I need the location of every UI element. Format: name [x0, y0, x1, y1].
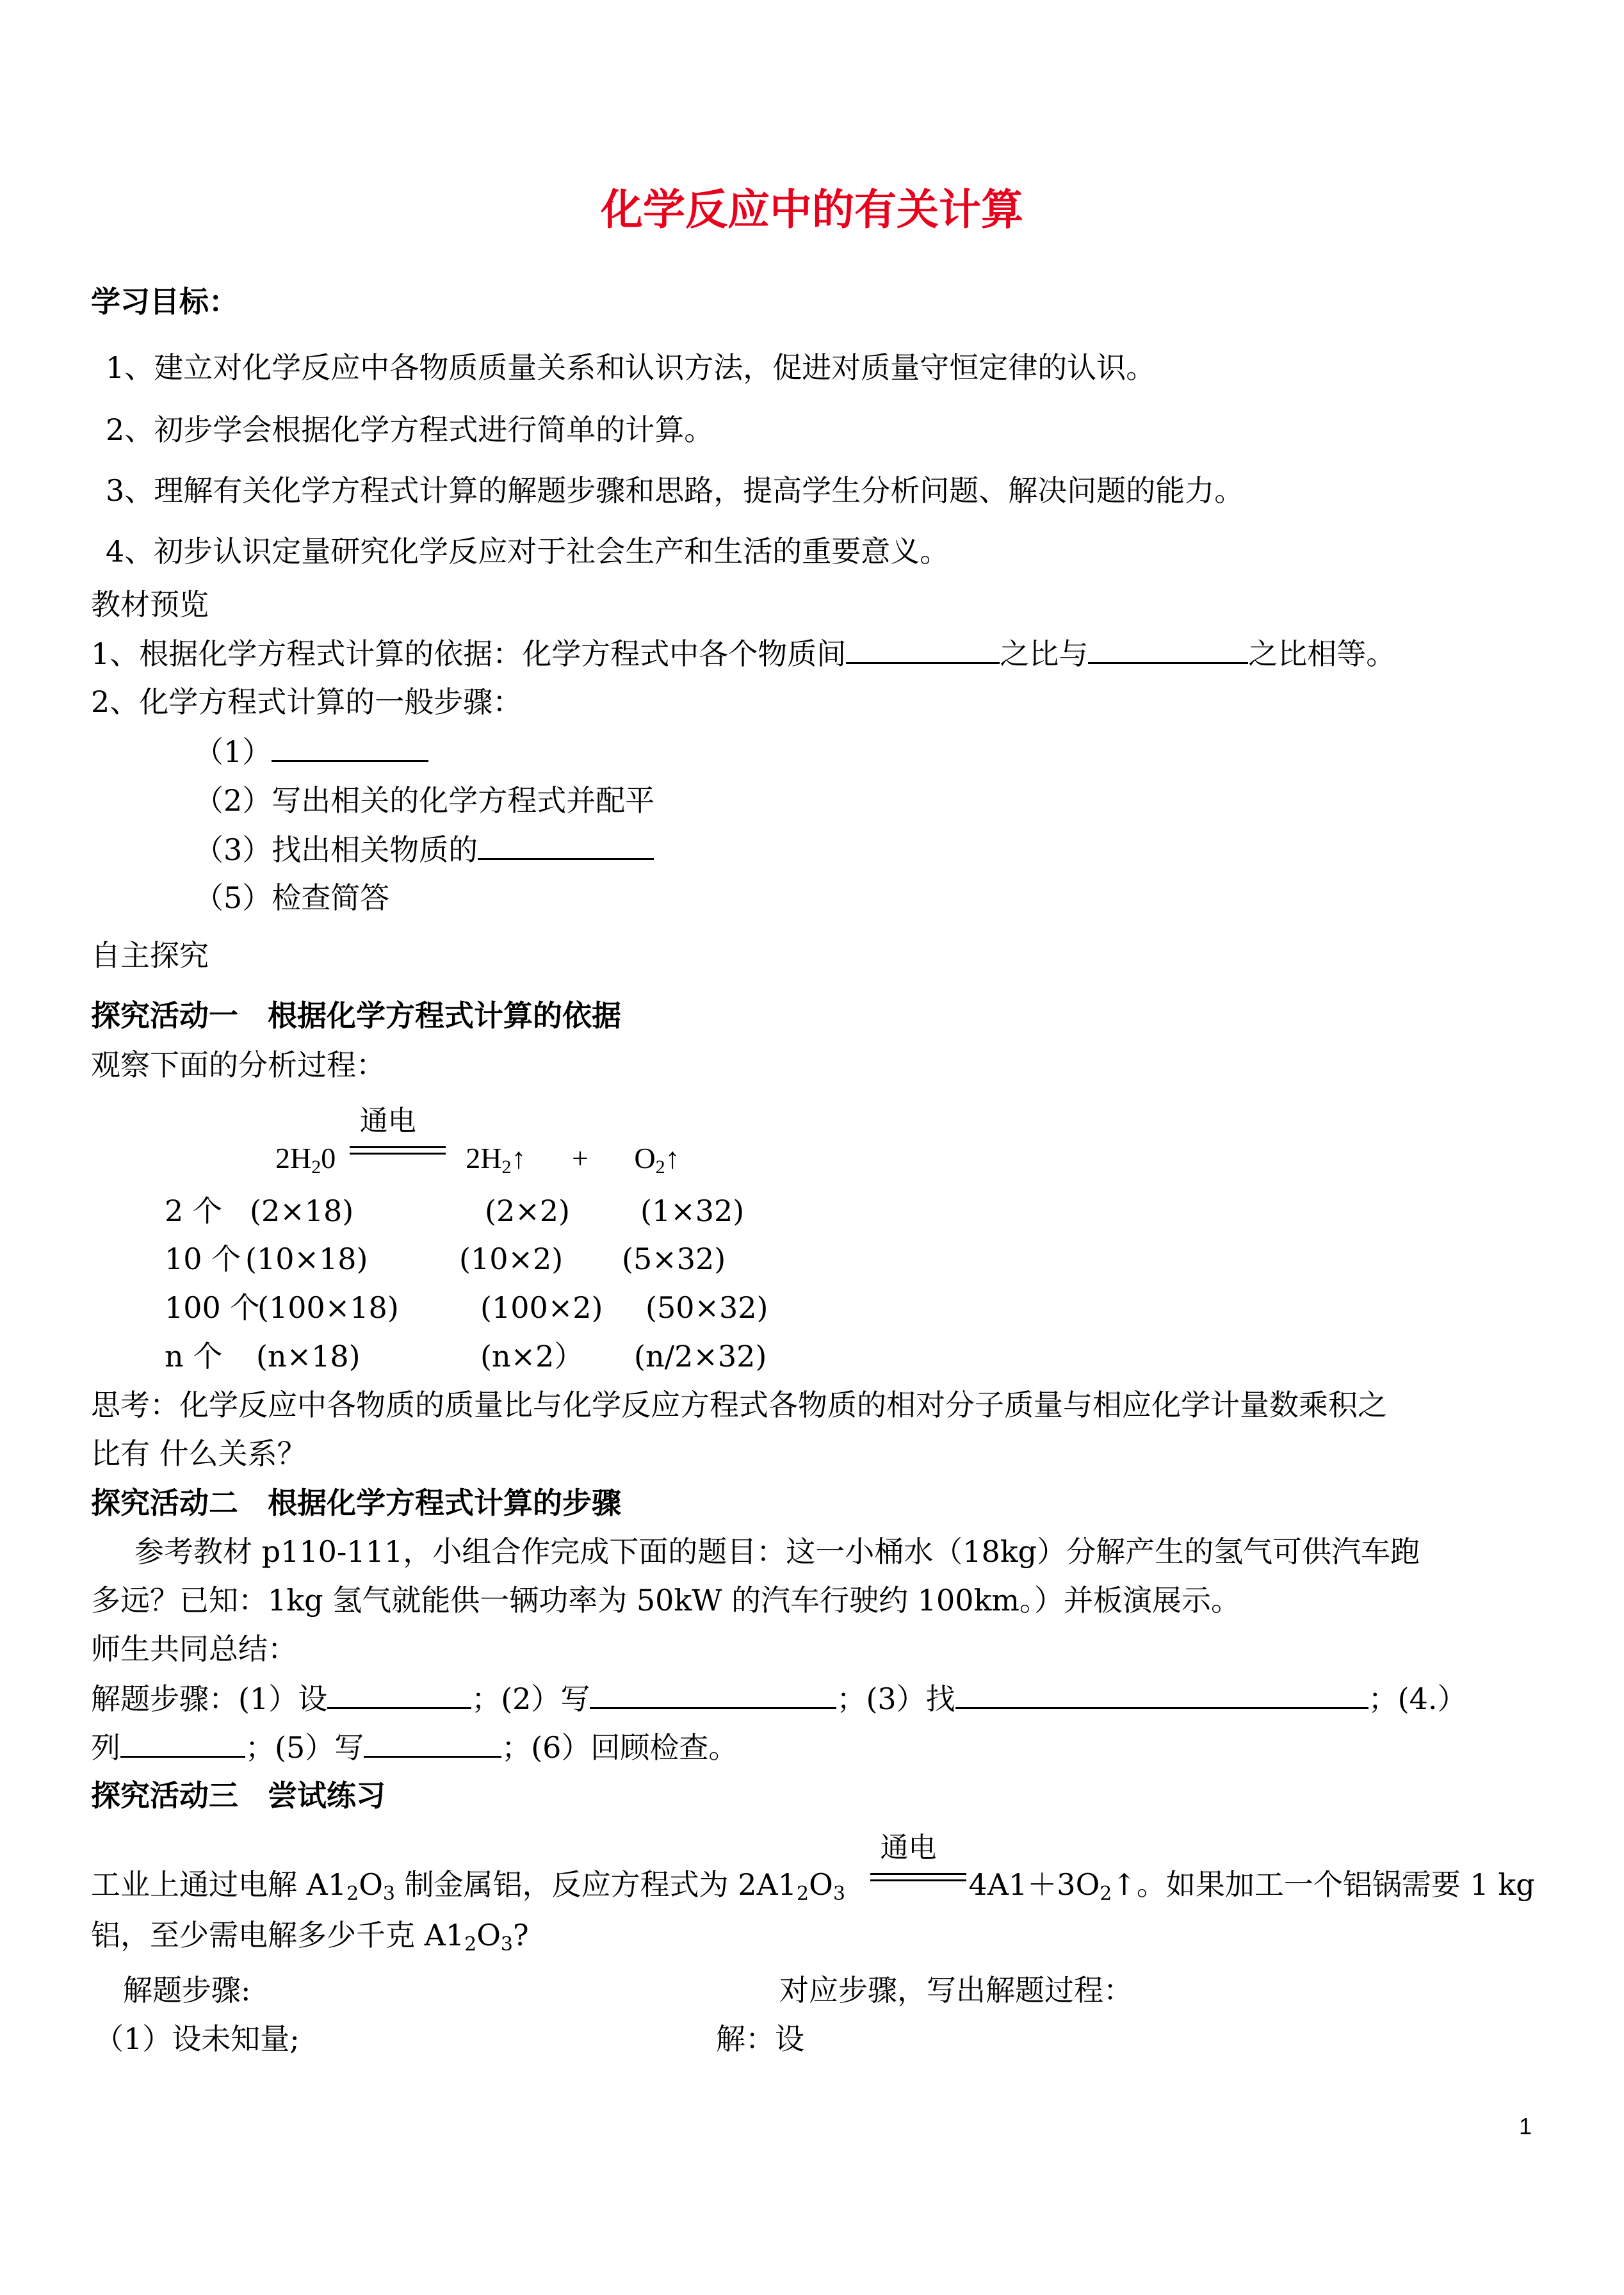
- ratio-cell: (10×18): [245, 1242, 368, 1276]
- text: 4A1＋3O: [968, 1867, 1100, 1902]
- question-text: 1、根据化学方程式计算的依据：化学方程式中各个物质间: [91, 637, 847, 671]
- column-header-right: 对应步骤，写出解题过程：: [779, 1973, 1133, 2007]
- question-text: 之比相等。: [1248, 637, 1396, 671]
- ratio-cell: 10 个: [165, 1242, 241, 1276]
- activity-2-title: 探究活动二 根据化学方程式计算的步骤: [91, 1486, 621, 1520]
- text: 铝，至少需电解多少千克 A1: [91, 1918, 465, 1952]
- step-label: ；(6）回顾检查。: [501, 1730, 738, 1765]
- text: 制金属铝，反应方程式为 2A1: [395, 1867, 797, 1902]
- ratio-cell: (n×18): [256, 1339, 361, 1374]
- ratio-cell: (2×2): [485, 1194, 570, 1228]
- ratio-cell: (10×2): [459, 1242, 564, 1276]
- subscript: 3: [832, 1883, 845, 1905]
- answer-blank[interactable]: [590, 1682, 836, 1709]
- plus-sign: +: [571, 1142, 589, 1174]
- column-header-left: 解题步骤:: [123, 1973, 251, 2007]
- activity-2-text: 多远？已知：1kg 氢气就能供一辆功率为 50kW 的汽车行驶约 100km。）并板演展示。: [91, 1583, 1241, 1618]
- subscript: 3: [382, 1883, 396, 1905]
- step-label: ；(5）写: [245, 1730, 364, 1765]
- step-5: （5）检查简答: [194, 880, 390, 915]
- subscript: 2: [1100, 1883, 1112, 1905]
- ratio-cell: (5×32): [622, 1242, 726, 1276]
- reactant: 2H: [275, 1142, 312, 1174]
- ratio-cell: 2 个: [165, 1194, 222, 1228]
- condition-label: 通电: [880, 1831, 937, 1864]
- step-row-left: （1）设未知量;: [94, 2022, 300, 2056]
- summary-label: 师生共同总结：: [91, 1632, 297, 1666]
- ratio-cell: n 个: [165, 1339, 223, 1374]
- subscript: 2: [655, 1156, 665, 1178]
- answer-blank[interactable]: [846, 637, 1000, 664]
- ratio-cell: (n/2×32): [634, 1339, 767, 1374]
- think-text: 思考：化学反应中各物质的质量比与化学反应方程式各物质的相对分子质量与相应化学计量数乘积之: [91, 1388, 1387, 1422]
- subscript: 2: [311, 1156, 321, 1178]
- page-title: 化学反应中的有关计算: [601, 185, 1023, 234]
- subscript: 3: [500, 1933, 514, 1956]
- solve-steps-line-2: [91, 1730, 738, 1765]
- ratio-cell: (100×18): [257, 1290, 399, 1325]
- activity-1-title: 探究活动一 根据化学方程式计算的依据: [91, 998, 621, 1033]
- step-label: ；(4.）: [1368, 1682, 1467, 1716]
- step-label: 解题步骤：(1）设: [91, 1682, 328, 1716]
- objective-item: 4、初步认识定量研究化学反应对于社会生产和生活的重要意义。: [106, 534, 950, 569]
- answer-blank[interactable]: [272, 734, 428, 762]
- explore-heading: 自主探究: [91, 938, 209, 973]
- activity-2-text: 参考教材 p110-111，小组合作完成下面的题目：这一小桶水（18kg）分解产生的氢气可供汽车跑: [134, 1534, 1420, 1569]
- objectives-heading: 学习目标：: [91, 284, 238, 319]
- answer-blank[interactable]: [120, 1730, 245, 1758]
- step-label: （3）找出相关物质的: [194, 832, 478, 867]
- text: ?: [513, 1918, 529, 1952]
- activity-3-title: 探究活动三 尝试练习: [91, 1778, 386, 1813]
- reaction-condition-sign: [870, 1831, 966, 1899]
- objective-item: 3、理解有关化学方程式计算的解题步骤和思路，提高学生分析问题、解决问题的能力。: [106, 473, 1244, 508]
- answer-blank[interactable]: [478, 832, 654, 860]
- subscript: 2: [501, 1156, 512, 1178]
- ratio-cell: 100 个: [165, 1290, 260, 1325]
- objective-item: 1、建立对化学反应中各物质质量关系和认识方法，促进对质量守恒定律的认识。: [106, 350, 1156, 385]
- condition-label: 通电: [359, 1105, 416, 1137]
- answer-blank[interactable]: [1088, 637, 1248, 664]
- objective-item: 2、初步学会根据化学方程式进行简单的计算。: [106, 412, 714, 447]
- subscript: 2: [346, 1883, 359, 1905]
- reaction-condition-sign: [350, 1105, 446, 1172]
- page-number: 1: [1519, 2113, 1532, 2139]
- step-row-right: 解：设: [716, 2022, 804, 2056]
- problem-text: [91, 1831, 1535, 1906]
- question-text: 之比与: [1000, 637, 1089, 671]
- product: 2H: [466, 1142, 502, 1174]
- step-label: （1）: [194, 734, 272, 769]
- preview-question-1: [91, 637, 1395, 671]
- ratio-cell: (n×2）: [480, 1339, 584, 1374]
- step-label: 列: [91, 1730, 120, 1765]
- answer-blank[interactable]: [955, 1682, 1368, 1709]
- answer-blank[interactable]: [364, 1730, 501, 1758]
- reactant: 0: [321, 1142, 336, 1174]
- preview-question-2: 2、化学方程式计算的一般步骤：: [91, 685, 523, 719]
- ratio-cell: (50×32): [646, 1290, 768, 1325]
- subscript: 2: [464, 1933, 477, 1956]
- preview-heading: 教材预览: [91, 587, 209, 622]
- step-2: （2）写出相关的化学方程式并配平: [194, 783, 655, 818]
- ratio-cell: (100×2): [480, 1290, 603, 1325]
- product: O: [634, 1142, 656, 1174]
- observe-text: 观察下面的分析过程：: [91, 1048, 386, 1082]
- subscript: 2: [797, 1883, 809, 1905]
- solve-steps-line-1: [91, 1682, 1467, 1716]
- gas-arrow-icon: ↑: [665, 1142, 680, 1174]
- think-text: 比有 什么关系？: [91, 1436, 307, 1471]
- step-label: ；(2）写: [471, 1682, 590, 1716]
- text: O: [359, 1867, 383, 1902]
- step-3: [194, 832, 654, 867]
- problem-text: [91, 1918, 529, 1956]
- answer-blank[interactable]: [327, 1682, 471, 1709]
- text: O: [476, 1918, 501, 1952]
- gas-arrow-icon: ↑: [511, 1142, 526, 1174]
- text: O: [809, 1867, 833, 1902]
- step-label: ；(3）找: [836, 1682, 955, 1716]
- step-1: [194, 734, 428, 769]
- ratio-cell: (1×32): [640, 1194, 745, 1228]
- text: 工业上通过电解 A1: [91, 1867, 347, 1902]
- text: ↑。如果加工一个铝锅需要 1 kg: [1112, 1867, 1535, 1902]
- ratio-cell: (2×18): [250, 1194, 354, 1228]
- equation-water: [275, 1105, 680, 1179]
